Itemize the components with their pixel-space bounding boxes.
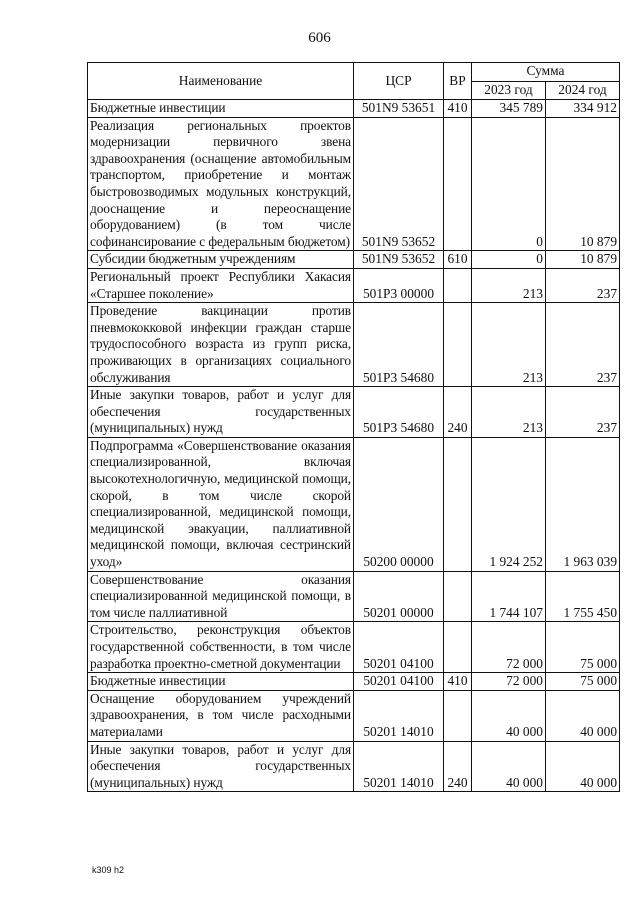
row-csr-cell: 501N9 53651 [354,100,444,118]
row-csr-cell: 50200 00000 [354,437,444,571]
row-csr-cell: 50201 14010 [354,690,444,741]
row-vr-cell: 240 [444,741,472,792]
row-name-cell: Совершенствование оказания специализированной медицинской помощи, в том числе паллиативной [88,571,354,622]
row-name-cell: Строительство, реконструкция объектов государственной собственности, в том числе разработка проектно-сметной документации [88,622,354,673]
row-2024-cell: 237 [546,303,620,387]
row-2023-cell: 72 000 [472,673,546,691]
table-row [88,741,620,792]
row-2023-cell: 213 [472,303,546,387]
table-row [88,690,620,741]
row-2024-cell: 75 000 [546,673,620,691]
row-csr-cell: 501P3 00000 [354,268,444,302]
row-2023-cell: 213 [472,268,546,302]
row-2024-cell: 75 000 [546,622,620,673]
row-2023-cell: 72 000 [472,622,546,673]
table-row [88,303,620,387]
row-name-cell: Иные закупки товаров, работ и услуг для обеспечения государственных (муниципальных) нужд [88,741,354,792]
row-vr-cell [444,690,472,741]
header-sum: Сумма [472,63,620,82]
row-2023-cell: 345 789 [472,100,546,118]
row-csr-cell: 50201 00000 [354,571,444,622]
table-row [88,622,620,673]
header-vr: ВР [444,63,472,100]
row-name-cell: Проведение вакцинации против пневмококковой инфекции граждан старше трудоспособного возраста из групп риска, проживающих в организациях социального обслуживания [88,303,354,387]
row-vr-cell: 610 [444,251,472,269]
row-csr-cell: 50201 14010 [354,741,444,792]
footer-code: k309 h2 [92,865,125,875]
row-2023-cell: 40 000 [472,741,546,792]
row-vr-cell [444,437,472,571]
row-vr-cell [444,117,472,251]
table-row [88,437,620,571]
row-2024-cell: 40 000 [546,690,620,741]
row-vr-cell: 410 [444,100,472,118]
table-row [88,673,620,691]
row-2023-cell: 40 000 [472,690,546,741]
row-csr-cell: 50201 04100 [354,673,444,691]
row-name-cell: Оснащение оборудованием учреждений здравоохранения, в том числе расходными материалами [88,690,354,741]
row-vr-cell [444,268,472,302]
row-name-cell: Иные закупки товаров, работ и услуг для обеспечения государственных (муниципальных) нужд [88,387,354,438]
row-2024-cell: 334 912 [546,100,620,118]
row-csr-cell: 50201 04100 [354,622,444,673]
table-row [88,251,620,269]
row-vr-cell [444,303,472,387]
header-year-2023: 2023 год [472,81,546,100]
row-2023-cell: 0 [472,251,546,269]
row-csr-cell: 501N9 53652 [354,117,444,251]
row-2023-cell: 1 744 107 [472,571,546,622]
row-vr-cell: 410 [444,673,472,691]
row-csr-cell: 501N9 53652 [354,251,444,269]
row-csr-cell: 501P3 54680 [354,387,444,438]
row-2024-cell: 237 [546,268,620,302]
table-row [88,100,620,118]
table-row [88,268,620,302]
row-name-cell: Региональный проект Республики Хакасия «Старшее поколение» [88,268,354,302]
row-name-cell: Субсидии бюджетным учреждениям [88,251,354,269]
table-row [88,571,620,622]
row-name-cell: Реализация региональных проектов модернизации первичного звена здравоохранения (оснащение автомобильным транспортом, приобретение и монтаж быстровозводимых модульных конструкций, дооснащение и переоснащение оборудованием) (в том числе софинансирование с федеральным бюджетом) [88,117,354,251]
row-2024-cell: 237 [546,387,620,438]
table-row [88,387,620,438]
header-year-2024: 2024 год [546,81,620,100]
header-name: Наименование [88,63,354,100]
header-csr: ЦСР [354,63,444,100]
row-vr-cell [444,622,472,673]
row-2024-cell: 10 879 [546,251,620,269]
row-name-cell: Подпрограмма «Совершенствование оказания специализированной, включая высокотехнологичную, медицинской помощи, скорой, в том числе скорой специализированной, медицинской помощи, медицинской эвакуации, паллиативной медицинской помощи, включая сестринский уход» [88,437,354,571]
row-vr-cell: 240 [444,387,472,438]
table-row [88,117,620,251]
row-2023-cell: 0 [472,117,546,251]
row-2023-cell: 213 [472,387,546,438]
row-2024-cell: 10 879 [546,117,620,251]
row-2024-cell: 40 000 [546,741,620,792]
row-2024-cell: 1 755 450 [546,571,620,622]
row-name-cell: Бюджетные инвестиции [88,100,354,118]
page-number: 606 [308,30,331,46]
row-name-cell: Бюджетные инвестиции [88,673,354,691]
row-vr-cell [444,571,472,622]
row-2024-cell: 1 963 039 [546,437,620,571]
row-csr-cell: 501P3 54680 [354,303,444,387]
budget-table [87,62,620,792]
row-2023-cell: 1 924 252 [472,437,546,571]
